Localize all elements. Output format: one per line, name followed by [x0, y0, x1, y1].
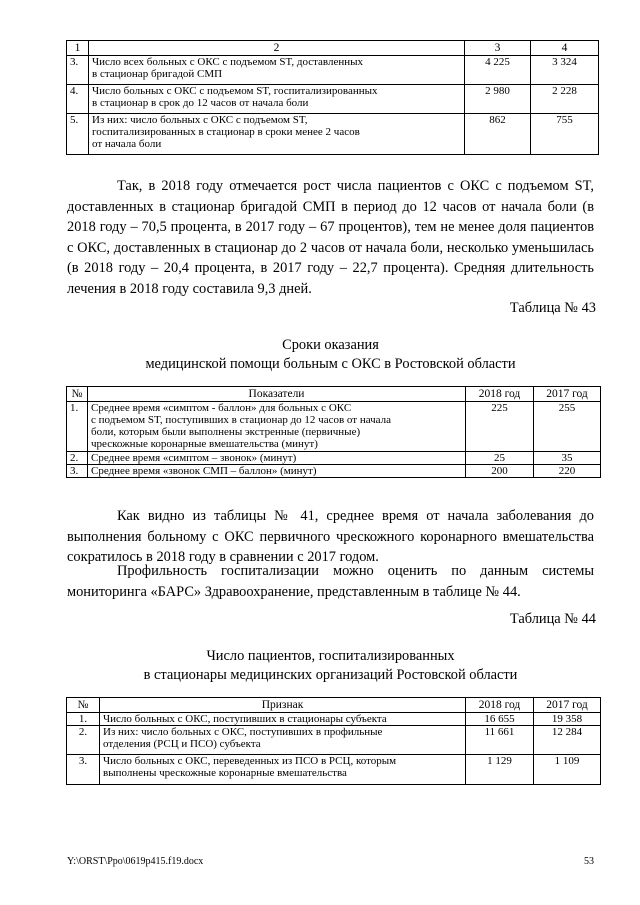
- row-text-line: выполнены чрескожные коронарные вмешательства: [103, 767, 347, 779]
- footer-file-path: Y:\ORST\Ppo\0619p415.f19.docx: [67, 856, 204, 867]
- footer-page-number: 53: [584, 856, 594, 867]
- header-number: №: [67, 698, 100, 713]
- table-row: [67, 85, 599, 114]
- table-44-title-line-1: Число пациентов, госпитализированных: [206, 648, 455, 664]
- row-text: [88, 402, 466, 452]
- table-header-row: [67, 387, 601, 402]
- row-text: [89, 85, 465, 114]
- row-number: 3.: [67, 465, 88, 478]
- table-row: [67, 713, 601, 726]
- value-2017: 255: [534, 402, 601, 452]
- value-2018: 1 129: [466, 755, 534, 785]
- value-2018: 4 225: [465, 56, 531, 85]
- row-number: 5.: [67, 114, 89, 155]
- row-text-line: с подъемом ST, поступивших в стационар до 12 часов от начала: [91, 414, 392, 426]
- paragraph-3: Профильность госпитализации можно оценить по данным системы мониторинга «БАРС» Здравоохранение, представленным в таблице № 44.: [67, 563, 594, 600]
- column-number-4: 4: [531, 41, 599, 56]
- paragraph-1: Так, в 2018 году отмечается рост числа пациентов с ОКС с подъемом ST, доставленных в стационар бригадой СМП в период до 12 часов от начала боли (в 2018 году – 70,5 процента, в 2017 году – 67 процентов), тем не менее доля пациентов с ОКС, доставленных в стационар до 2 часов от начала боли, несколько уменьшилась (в 2018 году – 20,4 процента, в 2017 году – 22,7 процента). Средняя длительность лечения в 2018 году составила 9,3 дней.: [67, 178, 594, 297]
- value-2018: 16 655: [466, 713, 534, 726]
- row-text: [100, 755, 466, 785]
- table-row: [67, 452, 601, 465]
- value-2018: 2 980: [465, 85, 531, 114]
- table-row: [67, 726, 601, 755]
- row-number: 2.: [67, 452, 88, 465]
- row-number: 1.: [67, 402, 88, 452]
- row-text-line: Число больных с ОКС, переведенных из ПСО в РСЦ, которым: [103, 755, 397, 767]
- column-number-2: 2: [89, 41, 465, 56]
- value-2018: 862: [465, 114, 531, 155]
- row-text: [100, 713, 466, 726]
- row-text-line: Число больных с ОКС, поступивших в стационары субъекта: [103, 713, 387, 725]
- row-text-line: госпитализированных в стационар в сроки менее 2 часов: [92, 126, 360, 138]
- header-2018: 2018 год: [466, 387, 534, 402]
- column-number-1: 1: [67, 41, 89, 56]
- table-row: [67, 402, 601, 452]
- row-number: 1.: [67, 713, 100, 726]
- row-text-line: Из них: число больных с ОКС с подъемом ST,: [92, 114, 308, 126]
- paragraph-2: Как видно из таблицы № 41, среднее время от начала заболевания до выполнения больному с ОКС первичного чрескожного коронарного вмешательства сократилось в 2018 году в сравнении с 2017 годом.: [67, 508, 594, 565]
- value-2017: 35: [534, 452, 601, 465]
- table-header-row: [67, 698, 601, 713]
- value-2018: 11 661: [466, 726, 534, 755]
- table-header-row: [67, 41, 599, 56]
- table-row: [67, 755, 601, 785]
- row-text: [88, 452, 466, 465]
- row-text-line: отделения (РСЦ и ПСО) субъекта: [103, 738, 261, 750]
- row-number: 4.: [67, 85, 89, 114]
- table-row: [67, 114, 599, 155]
- table-44-title-line-2: в стационары медицинских организаций Ростовской области: [143, 667, 518, 683]
- value-2017: 2 228: [531, 85, 599, 114]
- value-2017: 3 324: [531, 56, 599, 85]
- table-43: [66, 386, 601, 478]
- row-text-line: Число всех больных с ОКС с подъемом ST, доставленных: [92, 56, 364, 68]
- table-43-title-line-1: Сроки оказания: [282, 337, 379, 353]
- row-text-line: от начала боли: [92, 138, 162, 150]
- row-text-line: Среднее время «симптом – звонок» (минут): [91, 452, 297, 464]
- column-number-3: 3: [465, 41, 531, 56]
- row-text-line: боли, которым были выполнены экстренные (первичные): [91, 426, 361, 438]
- value-2018: 25: [466, 452, 534, 465]
- table-top-continuation: [66, 40, 599, 155]
- table-row: [67, 465, 601, 478]
- value-2018: 225: [466, 402, 534, 452]
- header-2018: 2018 год: [466, 698, 534, 713]
- row-text-line: Среднее время «звонок СМП – баллон» (минут): [91, 465, 317, 477]
- table-row: [67, 56, 599, 85]
- row-number: 3.: [67, 755, 100, 785]
- value-2018: 200: [466, 465, 534, 478]
- table-43-title-line-2: медицинской помощи больным с ОКС в Ростовской области: [145, 356, 516, 372]
- row-text: [88, 465, 466, 478]
- row-text: [89, 56, 465, 85]
- row-text-line: Среднее время «симптом - баллон» для больных с ОКС: [91, 402, 352, 414]
- header-2017: 2017 год: [534, 387, 601, 402]
- row-text: [100, 726, 466, 755]
- header-number: №: [67, 387, 88, 402]
- value-2017: 220: [534, 465, 601, 478]
- row-number: 3.: [67, 56, 89, 85]
- row-number: 2.: [67, 726, 100, 755]
- value-2017: 1 109: [534, 755, 601, 785]
- value-2017: 12 284: [534, 726, 601, 755]
- table-43-label: Таблица № 43: [509, 300, 596, 316]
- table-44-label: Таблица № 44: [509, 611, 596, 627]
- value-2017: 19 358: [534, 713, 601, 726]
- table-44: [66, 697, 601, 785]
- row-text: [89, 114, 465, 155]
- value-2017: 755: [531, 114, 599, 155]
- header-indicators: Показатели: [88, 387, 466, 402]
- header-attribute: Признак: [100, 698, 466, 713]
- row-text-line: в стационар в срок до 12 часов от начала боли: [92, 97, 309, 109]
- row-text-line: Из них: число больных с ОКС, поступивших в профильные: [103, 726, 383, 738]
- row-text-line: в стационар бригадой СМП: [92, 68, 223, 80]
- header-2017: 2017 год: [534, 698, 601, 713]
- row-text-line: Число больных с ОКС с подъемом ST, госпитализированных: [92, 85, 378, 97]
- row-text-line: чрескожные коронарные вмешательства (минут): [91, 438, 318, 450]
